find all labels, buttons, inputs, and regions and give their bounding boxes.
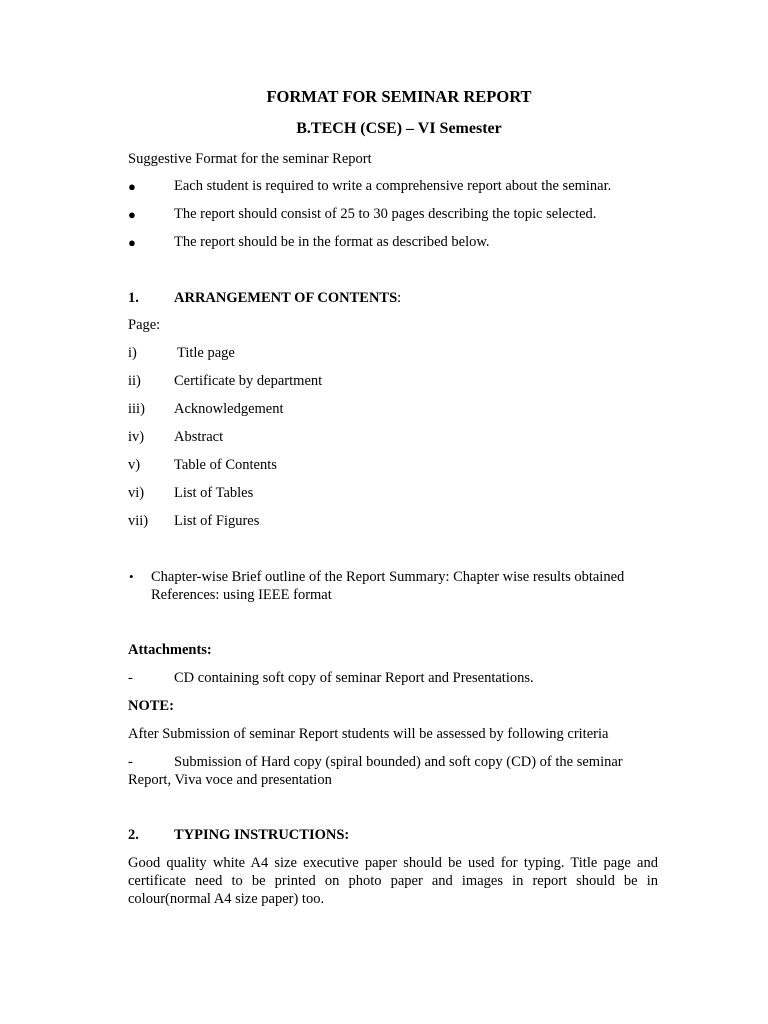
contents-item-number: vi) (128, 485, 145, 501)
contents-item-text: Acknowledgement (174, 401, 284, 417)
bullet-icon: ● (128, 207, 136, 222)
note-item-line-1: Submission of Hard copy (spiral bounded) and soft copy (CD) of the seminar (174, 754, 623, 770)
section2-number: 2. (128, 827, 139, 843)
section1-number: 1. (128, 290, 139, 306)
intro-bullet-2: The report should consist of 25 to 30 pages describing the topic selected. (174, 206, 597, 222)
page-label: Page: (128, 317, 161, 333)
attachments-heading: Attachments: (128, 642, 212, 658)
contents-item-text: List of Figures (174, 513, 260, 529)
intro-text: Suggestive Format for the seminar Report (128, 151, 372, 167)
contents-item-number: v) (128, 457, 141, 473)
section2-heading: TYPING INSTRUCTIONS: (174, 827, 350, 843)
section1-heading-colon: : (397, 290, 402, 306)
contents-item-number: iii) (128, 401, 145, 417)
attachments-item: CD containing soft copy of seminar Report and Presentations. (174, 670, 534, 686)
contents-item-text: Title page (177, 345, 235, 361)
contents-item-text: Certificate by department (174, 373, 323, 389)
contents-item-text: Table of Contents (174, 457, 277, 473)
bullet-icon: ● (128, 235, 136, 250)
section1-heading-text: ARRANGEMENT OF CONTENTS (174, 290, 398, 306)
contents-item-number: iv) (128, 429, 145, 445)
contents-item-text: Abstract (174, 429, 224, 445)
contents-item-text: List of Tables (174, 485, 254, 501)
note-item-line-2: Report, Viva voce and presentation (128, 772, 332, 788)
document-subtitle: B.TECH (CSE) – VI Semester (296, 120, 502, 137)
dash-marker: - (128, 670, 133, 686)
chapter-bullet-line-1: Chapter-wise Brief outline of the Report Summary: Chapter wise results obtained (151, 569, 625, 585)
bullet-icon: ● (128, 179, 136, 194)
note-heading: NOTE: (128, 698, 174, 714)
contents-item-number: ii) (128, 373, 141, 389)
bullet-icon: • (129, 569, 134, 584)
note-text: After Submission of seminar Report students will be assessed by following criteria (128, 726, 609, 742)
document-title: FORMAT FOR SEMINAR REPORT (266, 87, 532, 106)
intro-bullet-3: The report should be in the format as described below. (174, 234, 490, 250)
chapter-bullet-line-2: References: using IEEE format (151, 587, 332, 603)
intro-bullet-1: Each student is required to write a comprehensive report about the seminar. (174, 178, 612, 194)
contents-item-number: i) (128, 345, 137, 361)
typing-instructions-paragraph: Good quality white A4 size executive paper should be used for typing. Title page and certificate need to be printed on photo paper and images in report should be in colour(normal A4 size paper) too. (128, 855, 658, 907)
contents-item-number: vii) (128, 513, 149, 529)
section1-heading (174, 289, 401, 307)
dash-marker: - (128, 754, 133, 770)
